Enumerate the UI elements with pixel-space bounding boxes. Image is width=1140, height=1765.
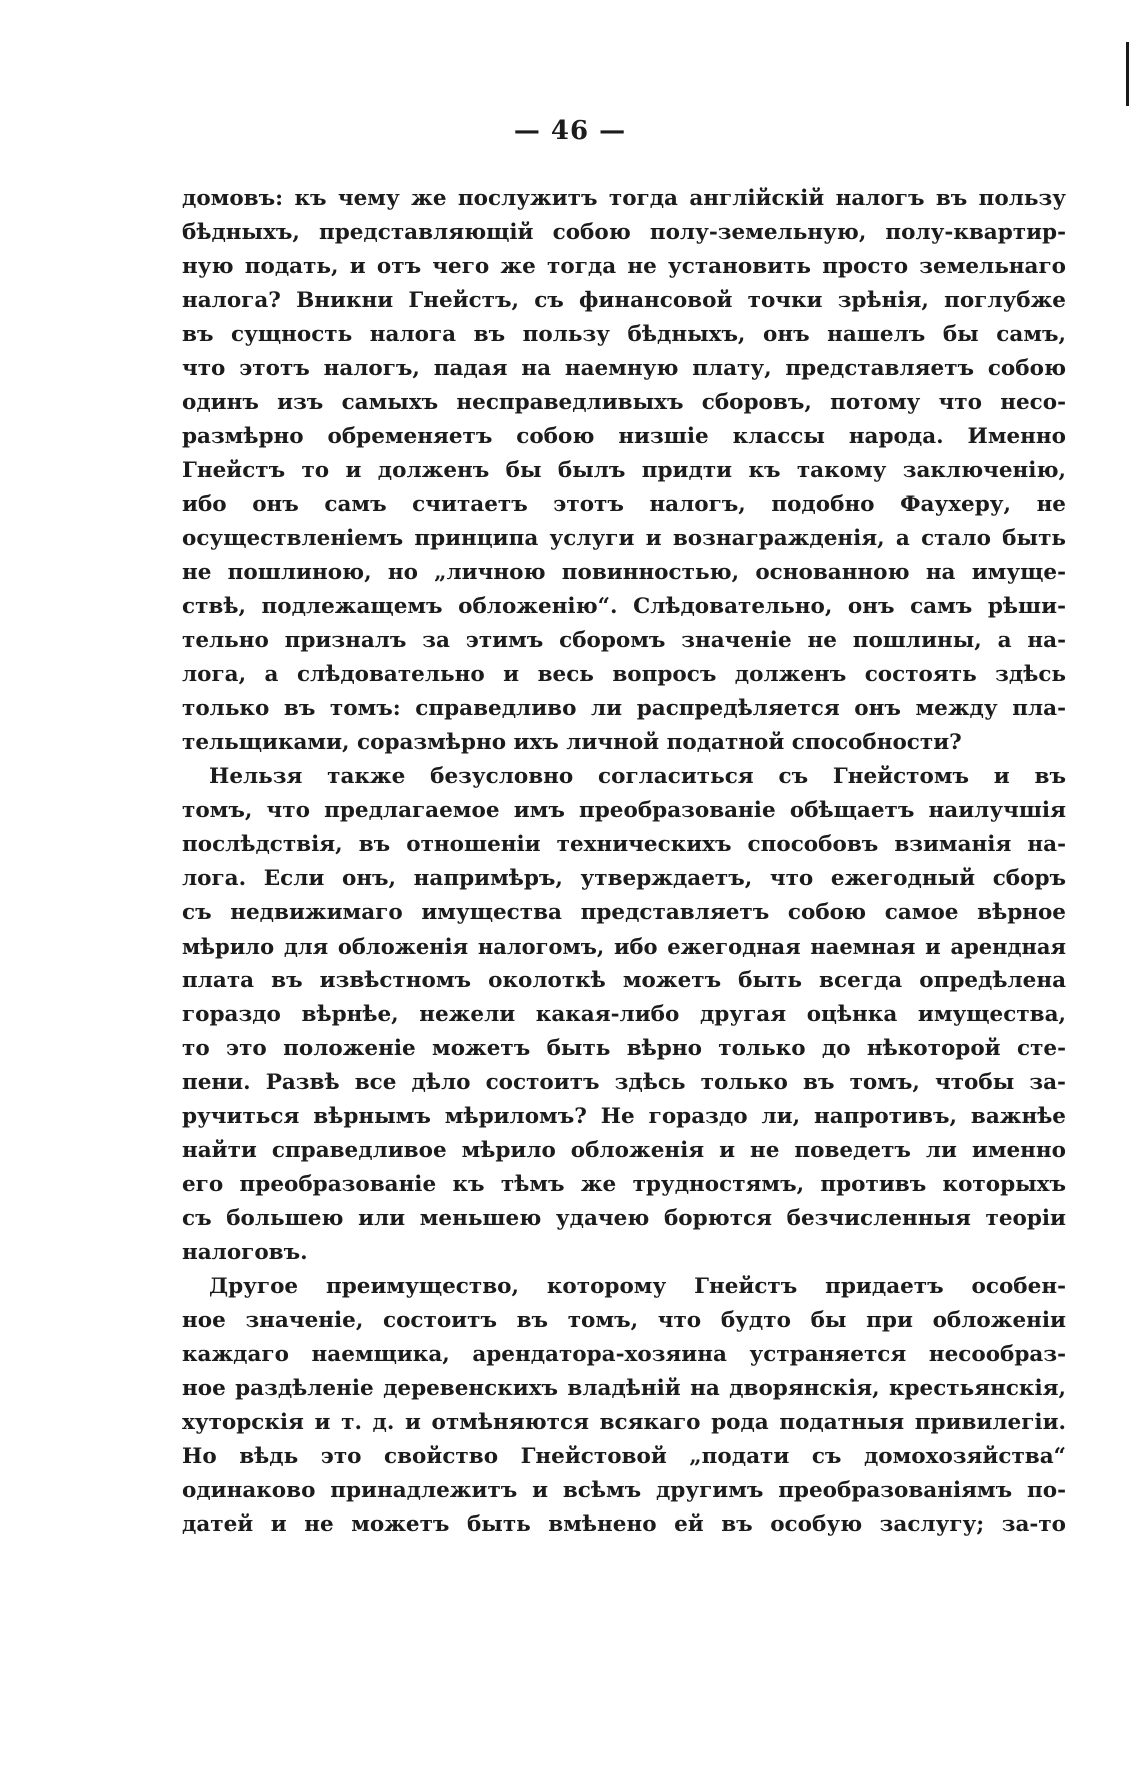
text-line: одинаково принадлежитъ и всѣмъ другимъ преобразованіямъ по- <box>182 1478 1066 1503</box>
text-line: датей и не можетъ быть вмѣнено ей въ особую заслугу; за-то <box>182 1512 1066 1537</box>
body-text <box>182 182 1066 1542</box>
text-line: ствѣ, подлежащемъ обложенію“. Слѣдовательно, онъ самъ рѣши- <box>182 594 1066 619</box>
text-line: что этотъ налогъ, падая на наемную плату, представляетъ собою <box>182 356 1066 381</box>
text-line: Другое преимущество, которому Гнейстъ придаетъ особен- <box>209 1274 1066 1299</box>
text-line: лога, а слѣдовательно и весь вопросъ долженъ состоять здѣсь <box>182 662 1066 687</box>
text-line: Но вѣдь это свойство Гнейстовой „подати съ домохозяйства“ <box>182 1444 1066 1469</box>
text-line: Гнейстъ то и долженъ бы былъ придти къ такому заключенію, <box>182 458 1066 483</box>
text-line: плата въ извѣстномъ околоткѣ можетъ быть всегда опредѣлена <box>182 968 1066 993</box>
text-line: осуществленіемъ принципа услуги и вознагражденія, а стало быть <box>182 526 1066 551</box>
page-edge-mark <box>1126 42 1129 106</box>
text-line: домовъ: къ чему же послужитъ тогда англійскій налогъ въ пользу <box>182 186 1066 211</box>
text-line: ное значеніе, состоитъ въ томъ, что будто бы при обложеніи <box>182 1308 1066 1333</box>
text-line: въ сущность налога въ пользу бѣдныхъ, онъ нашелъ бы самъ, <box>182 322 1066 347</box>
text-line: ручиться вѣрнымъ мѣриломъ? Не гораздо ли, напротивъ, важнѣе <box>182 1104 1066 1129</box>
page-number: — 46 — <box>513 116 627 146</box>
text-line: ную подать, и отъ чего же тогда не установить просто земельнаго <box>182 254 1066 279</box>
text-line: то это положеніе можетъ быть вѣрно только до нѣкоторой сте- <box>182 1036 1066 1061</box>
text-line: съ недвижимаго имущества представляетъ собою самое вѣрное <box>182 900 1066 925</box>
text-line: ное раздѣленіе деревенскихъ владѣній на дворянскія, крестьянскія, <box>182 1376 1066 1401</box>
text-line: только въ томъ: справедливо ли распредѣляется онъ между пла- <box>182 696 1066 721</box>
text-line: съ большею или меньшею удачею борются безчисленныя теоріи <box>182 1206 1066 1231</box>
text-line: гораздо вѣрнѣе, нежели какая-либо другая оцѣнка имущества, <box>182 1002 1066 1027</box>
text-line: не пошлиною, но „личною повинностью, основанною на имуще- <box>182 560 1066 585</box>
text-line: тельщиками, соразмѣрно ихъ личной податной способности? <box>182 730 962 755</box>
text-line: хуторскія и т. д. и отмѣняются всякаго рода податныя привилегіи. <box>182 1410 1066 1435</box>
text-line: его преобразованіе къ тѣмъ же трудностямъ, противъ которыхъ <box>182 1172 1066 1197</box>
text-line: налоговъ. <box>182 1240 308 1265</box>
text-line: одинъ изъ самыхъ несправедливыхъ сборовъ, потому что несо- <box>182 390 1066 415</box>
text-line: пени. Развѣ все дѣло состоитъ здѣсь только въ томъ, чтобы за- <box>182 1070 1066 1095</box>
text-line: бѣдныхъ, представляющій собою полу-земельную, полу-квартир- <box>182 220 1066 245</box>
text-line: мѣрило для обложенія налогомъ, ибо ежегодная наемная и арендная <box>182 934 1066 959</box>
text-line: размѣрно обременяетъ собою низшіе классы народа. Именно <box>182 424 1066 449</box>
text-line: лога. Если онъ, напримѣръ, утверждаетъ, что ежегодный сборъ <box>182 866 1066 891</box>
text-line: каждаго наемщика, арендатора-хозяина устраняется несообраз- <box>182 1342 1066 1367</box>
text-line: ибо онъ самъ считаетъ этотъ налогъ, подобно Фаухеру, не <box>182 492 1066 517</box>
text-line: тельно призналъ за этимъ сборомъ значеніе не пошлины, а на- <box>182 628 1066 653</box>
text-line: Нельзя также безусловно согласиться съ Гнейстомъ и въ <box>209 764 1066 789</box>
text-line: налога? Вникни Гнейстъ, съ финансовой точки зрѣнія, поглубже <box>182 288 1066 313</box>
text-line: послѣдствія, въ отношеніи техническихъ способовъ взиманія на- <box>182 832 1066 857</box>
text-line: найти справедливое мѣрило обложенія и не поведетъ ли именно <box>182 1138 1066 1163</box>
text-line: томъ, что предлагаемое имъ преобразованіе обѣщаетъ наилучшія <box>182 798 1066 823</box>
